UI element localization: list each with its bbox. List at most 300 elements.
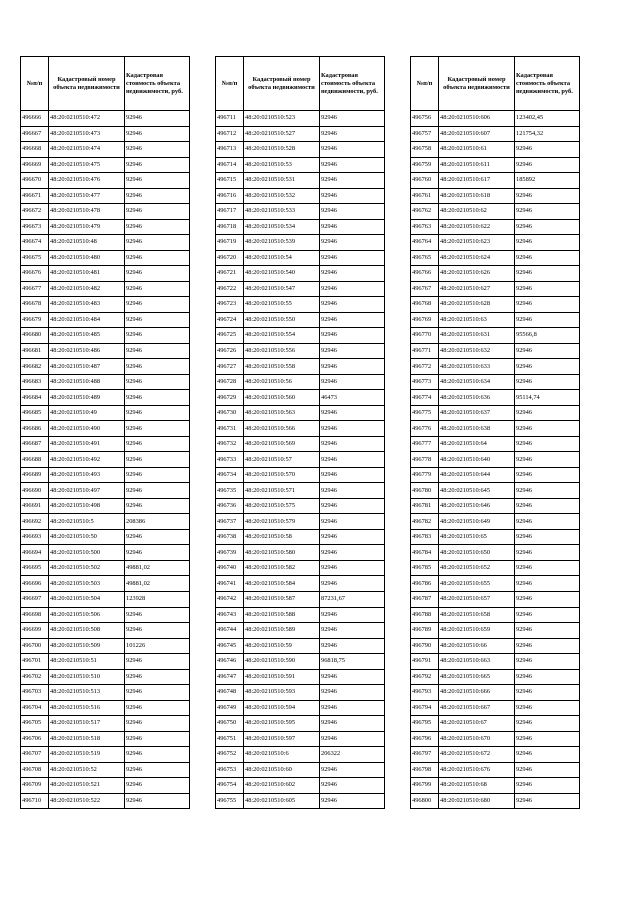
cadastral-number: 48:20:0210510:644 — [439, 467, 515, 483]
cadastral-value: 92946 — [515, 545, 580, 561]
table-row — [21, 716, 190, 732]
cadastral-number: 48:20:0210510:570 — [244, 467, 320, 483]
cadastral-value: 95114,74 — [515, 390, 580, 406]
cadastral-number: 48:20:0210510:667 — [439, 700, 515, 716]
cadastral-value: 92946 — [320, 111, 385, 127]
row-number: 496726 — [216, 343, 244, 359]
cadastral-number: 48:20:0210510:665 — [439, 669, 515, 685]
table-row — [216, 654, 385, 670]
row-number: 496780 — [411, 483, 439, 499]
cadastral-number: 48:20:0210510:623 — [439, 235, 515, 251]
table-row — [411, 747, 580, 763]
row-number: 496786 — [411, 576, 439, 592]
row-number: 496756 — [411, 111, 439, 127]
cadastral-value: 49881,02 — [125, 576, 190, 592]
cadastral-value: 92946 — [125, 747, 190, 763]
cadastral-value: 92946 — [320, 685, 385, 701]
row-number: 496678 — [21, 297, 49, 313]
cadastral-value: 92946 — [320, 529, 385, 545]
table-row — [216, 142, 385, 158]
row-number: 496755 — [216, 793, 244, 809]
table-row — [21, 250, 190, 266]
table-row — [21, 173, 190, 189]
row-number: 496732 — [216, 436, 244, 452]
table-header-row — [216, 57, 385, 111]
cadastral-value: 92946 — [320, 235, 385, 251]
table-row — [411, 142, 580, 158]
table-row — [216, 762, 385, 778]
cadastral-value: 92946 — [320, 716, 385, 732]
table-row — [411, 297, 580, 313]
row-number: 496800 — [411, 793, 439, 809]
cadastral-value: 92946 — [515, 421, 580, 437]
cadastral-value: 92946 — [515, 142, 580, 158]
cadastral-value: 92946 — [515, 266, 580, 282]
row-number: 496754 — [216, 778, 244, 794]
cadastral-value: 92946 — [515, 235, 580, 251]
table-row — [411, 560, 580, 576]
cadastral-value: 92946 — [320, 328, 385, 344]
table-row — [216, 545, 385, 561]
row-number: 496669 — [21, 157, 49, 173]
row-number: 496723 — [216, 297, 244, 313]
row-number: 496783 — [411, 529, 439, 545]
cadastral-value: 87231,67 — [320, 591, 385, 607]
cadastral-value: 92946 — [320, 312, 385, 328]
table-row — [411, 716, 580, 732]
table-row — [21, 343, 190, 359]
row-number: 496697 — [21, 591, 49, 607]
row-number: 496692 — [21, 514, 49, 530]
row-number: 496735 — [216, 483, 244, 499]
row-number: 496736 — [216, 498, 244, 514]
table-row — [21, 685, 190, 701]
cadastral-value: 92946 — [515, 343, 580, 359]
cadastral-value: 92946 — [515, 747, 580, 763]
cadastral-number: 48:20:0210510:554 — [244, 328, 320, 344]
row-number: 496747 — [216, 669, 244, 685]
table-row — [21, 545, 190, 561]
table-header-row — [411, 57, 580, 111]
cadastral-number: 48:20:0210510:488 — [49, 374, 125, 390]
cadastral-number: 48:20:0210510:493 — [49, 467, 125, 483]
table-row — [411, 235, 580, 251]
cadastral-number: 48:20:0210510:595 — [244, 716, 320, 732]
cadastral-value: 92946 — [515, 312, 580, 328]
row-number: 496730 — [216, 405, 244, 421]
cadastral-value: 92946 — [515, 514, 580, 530]
row-number: 496770 — [411, 328, 439, 344]
cadastral-number: 48:20:0210510:66 — [439, 638, 515, 654]
row-number: 496766 — [411, 266, 439, 282]
row-number: 496699 — [21, 623, 49, 639]
table-row — [411, 700, 580, 716]
row-number: 496689 — [21, 467, 49, 483]
cadastral-number: 48:20:0210510:502 — [49, 560, 125, 576]
row-number: 496749 — [216, 700, 244, 716]
cadastral-number: 48:20:0210510:52 — [49, 762, 125, 778]
table-row — [411, 669, 580, 685]
table-row — [21, 607, 190, 623]
row-number: 496750 — [216, 716, 244, 732]
cadastral-number: 48:20:0210510:588 — [244, 607, 320, 623]
cadastral-number: 48:20:0210510:532 — [244, 188, 320, 204]
cadastral-number: 48:20:0210510:638 — [439, 421, 515, 437]
cadastral-value: 92946 — [125, 343, 190, 359]
row-number: 496797 — [411, 747, 439, 763]
cadastral-number: 48:20:0210510:472 — [49, 111, 125, 127]
row-number: 496682 — [21, 359, 49, 375]
cadastral-number: 48:20:0210510:626 — [439, 266, 515, 282]
table-row — [21, 281, 190, 297]
cadastral-value: 92946 — [320, 297, 385, 313]
table-row — [216, 126, 385, 142]
row-number: 496785 — [411, 560, 439, 576]
cadastral-number: 48:20:0210510:482 — [49, 281, 125, 297]
cadastral-value: 92946 — [515, 281, 580, 297]
table-row — [411, 731, 580, 747]
table-row — [21, 576, 190, 592]
cadastral-value: 101226 — [125, 638, 190, 654]
cadastral-number: 48:20:0210510:534 — [244, 219, 320, 235]
cadastral-value: 49881,02 — [125, 560, 190, 576]
cadastral-number: 48:20:0210510:480 — [49, 250, 125, 266]
row-number: 496701 — [21, 654, 49, 670]
row-number: 496724 — [216, 312, 244, 328]
cadastral-value: 92946 — [125, 250, 190, 266]
cadastral-value: 92946 — [125, 793, 190, 809]
cadastral-number: 48:20:0210510:582 — [244, 560, 320, 576]
row-number: 496710 — [21, 793, 49, 809]
table-row — [216, 685, 385, 701]
row-number: 496795 — [411, 716, 439, 732]
row-number: 496777 — [411, 436, 439, 452]
row-number: 496668 — [21, 142, 49, 158]
cadastral-number: 48:20:0210510:640 — [439, 452, 515, 468]
cadastral-value: 123928 — [125, 591, 190, 607]
cadastral-number: 48:20:0210510:657 — [439, 591, 515, 607]
table-row — [216, 281, 385, 297]
cadastral-number: 48:20:0210510:50 — [49, 529, 125, 545]
cadastral-value: 92946 — [320, 157, 385, 173]
cadastral-number: 48:20:0210510:523 — [244, 111, 320, 127]
cadastral-value: 92946 — [125, 700, 190, 716]
cadastral-value: 92946 — [125, 685, 190, 701]
cadastral-value: 92946 — [125, 204, 190, 220]
row-number: 496798 — [411, 762, 439, 778]
table-row — [21, 483, 190, 499]
cadastral-number: 48:20:0210510:479 — [49, 219, 125, 235]
table-row — [216, 359, 385, 375]
row-number: 496767 — [411, 281, 439, 297]
row-number: 496790 — [411, 638, 439, 654]
row-number: 496746 — [216, 654, 244, 670]
cadastral-number: 48:20:0210510:636 — [439, 390, 515, 406]
table-row — [411, 467, 580, 483]
row-number: 496676 — [21, 266, 49, 282]
header-number: №п/п — [21, 57, 49, 111]
row-number: 496781 — [411, 498, 439, 514]
table-row — [216, 235, 385, 251]
cadastral-number: 48:20:0210510:475 — [49, 157, 125, 173]
cadastral-value: 92946 — [125, 111, 190, 127]
table-row — [216, 157, 385, 173]
cadastral-number: 48:20:0210510:64 — [439, 436, 515, 452]
row-number: 496670 — [21, 173, 49, 189]
cadastral-value: 92946 — [320, 545, 385, 561]
cadastral-value: 208386 — [125, 514, 190, 530]
cadastral-value: 92946 — [125, 328, 190, 344]
cadastral-number: 48:20:0210510:492 — [49, 452, 125, 468]
cadastral-value: 92946 — [515, 374, 580, 390]
cadastral-number: 48:20:0210510:510 — [49, 669, 125, 685]
cadastral-value: 92946 — [125, 374, 190, 390]
row-number: 496691 — [21, 498, 49, 514]
cadastral-value: 92946 — [515, 576, 580, 592]
cadastral-number: 48:20:0210510:627 — [439, 281, 515, 297]
row-number: 496791 — [411, 654, 439, 670]
table-row — [216, 436, 385, 452]
cadastral-value: 92946 — [320, 405, 385, 421]
cadastral-number: 48:20:0210510:634 — [439, 374, 515, 390]
cadastral-number: 48:20:0210510:58 — [244, 529, 320, 545]
cadastral-number: 48:20:0210510:61 — [439, 142, 515, 158]
cadastral-number: 48:20:0210510:624 — [439, 250, 515, 266]
cadastral-value: 92946 — [320, 126, 385, 142]
table-row — [21, 793, 190, 809]
cadastral-number: 48:20:0210510:558 — [244, 359, 320, 375]
cadastral-number: 48:20:0210510:580 — [244, 545, 320, 561]
row-number: 496743 — [216, 607, 244, 623]
row-number: 496784 — [411, 545, 439, 561]
table-row — [21, 297, 190, 313]
cadastral-number: 48:20:0210510:589 — [244, 623, 320, 639]
cadastral-number: 48:20:0210510:473 — [49, 126, 125, 142]
cadastral-number: 48:20:0210510:605 — [244, 793, 320, 809]
cadastral-value: 92946 — [515, 498, 580, 514]
cadastral-number: 48:20:0210510:666 — [439, 685, 515, 701]
row-number: 496768 — [411, 297, 439, 313]
cadastral-value: 92946 — [125, 545, 190, 561]
table-row — [216, 467, 385, 483]
table-row — [216, 560, 385, 576]
table-row — [21, 669, 190, 685]
row-number: 496714 — [216, 157, 244, 173]
cadastral-number: 48:20:0210510:491 — [49, 436, 125, 452]
cadastral-number: 48:20:0210510:584 — [244, 576, 320, 592]
row-number: 496759 — [411, 157, 439, 173]
cadastral-value: 92946 — [125, 173, 190, 189]
row-number: 496686 — [21, 421, 49, 437]
cadastral-value: 92946 — [320, 421, 385, 437]
cadastral-value: 92946 — [320, 204, 385, 220]
cadastral-number: 48:20:0210510:484 — [49, 312, 125, 328]
table-row — [411, 111, 580, 127]
table-row — [411, 405, 580, 421]
cadastral-number: 48:20:0210510:631 — [439, 328, 515, 344]
row-number: 496729 — [216, 390, 244, 406]
registry-table-2 — [215, 56, 385, 809]
row-number: 496702 — [21, 669, 49, 685]
cadastral-value: 92946 — [125, 281, 190, 297]
cadastral-value: 92946 — [320, 762, 385, 778]
table-row — [411, 421, 580, 437]
row-number: 496698 — [21, 607, 49, 623]
table-row — [216, 793, 385, 809]
cadastral-number: 48:20:0210510:670 — [439, 731, 515, 747]
row-number: 496718 — [216, 219, 244, 235]
cadastral-number: 48:20:0210510:485 — [49, 328, 125, 344]
cadastral-value: 92946 — [125, 607, 190, 623]
row-number: 496725 — [216, 328, 244, 344]
table-header-row — [21, 57, 190, 111]
cadastral-value: 92946 — [320, 793, 385, 809]
cadastral-number: 48:20:0210510:474 — [49, 142, 125, 158]
cadastral-number: 48:20:0210510:547 — [244, 281, 320, 297]
row-number: 496739 — [216, 545, 244, 561]
cadastral-number: 48:20:0210510:633 — [439, 359, 515, 375]
cadastral-number: 48:20:0210510:566 — [244, 421, 320, 437]
cadastral-value: 92946 — [515, 405, 580, 421]
cadastral-value: 46473 — [320, 390, 385, 406]
cadastral-number: 48:20:0210510:506 — [49, 607, 125, 623]
cadastral-value: 92946 — [320, 266, 385, 282]
cadastral-value: 92946 — [515, 483, 580, 499]
cadastral-value: 92946 — [320, 700, 385, 716]
cadastral-number: 48:20:0210510:672 — [439, 747, 515, 763]
row-number: 496700 — [21, 638, 49, 654]
table-row — [411, 204, 580, 220]
cadastral-value: 92946 — [125, 266, 190, 282]
cadastral-number: 48:20:0210510:676 — [439, 762, 515, 778]
table-row — [21, 731, 190, 747]
cadastral-value: 121754,32 — [515, 126, 580, 142]
header-cadastral-value: Кадастровая стоимость объекта недвижимости, руб. — [515, 57, 580, 111]
row-number: 496793 — [411, 685, 439, 701]
row-number: 496757 — [411, 126, 439, 142]
table-row — [21, 390, 190, 406]
cadastral-number: 48:20:0210510:57 — [244, 452, 320, 468]
table-row — [21, 560, 190, 576]
cadastral-value: 92946 — [515, 638, 580, 654]
table-row — [21, 638, 190, 654]
table-row — [216, 747, 385, 763]
cadastral-value: 92946 — [515, 793, 580, 809]
table-row — [411, 545, 580, 561]
cadastral-value: 95566,8 — [515, 328, 580, 344]
table-row — [411, 654, 580, 670]
cadastral-number: 48:20:0210510:478 — [49, 204, 125, 220]
cadastral-value: 92946 — [515, 669, 580, 685]
cadastral-value: 92946 — [515, 452, 580, 468]
cadastral-value: 92946 — [125, 731, 190, 747]
row-number: 496696 — [21, 576, 49, 592]
table-row — [216, 731, 385, 747]
cadastral-number: 48:20:0210510:560 — [244, 390, 320, 406]
registry-table-3 — [410, 56, 580, 809]
cadastral-value: 92946 — [515, 778, 580, 794]
row-number: 496738 — [216, 529, 244, 545]
cadastral-value: 92946 — [320, 576, 385, 592]
row-number: 496675 — [21, 250, 49, 266]
table-row — [21, 405, 190, 421]
table-row — [21, 498, 190, 514]
cadastral-number: 48:20:0210510:53 — [244, 157, 320, 173]
row-number: 496734 — [216, 467, 244, 483]
table-row — [411, 266, 580, 282]
cadastral-value: 92946 — [320, 483, 385, 499]
row-number: 496771 — [411, 343, 439, 359]
row-number: 496733 — [216, 452, 244, 468]
row-number: 496681 — [21, 343, 49, 359]
cadastral-value: 92946 — [125, 498, 190, 514]
registry-table-1 — [20, 56, 190, 809]
cadastral-number: 48:20:0210510:533 — [244, 204, 320, 220]
cadastral-value: 92946 — [320, 188, 385, 204]
cadastral-value: 92946 — [320, 281, 385, 297]
table-row — [21, 623, 190, 639]
row-number: 496671 — [21, 188, 49, 204]
cadastral-number: 48:20:0210510:659 — [439, 623, 515, 639]
table-row — [411, 250, 580, 266]
row-number: 496672 — [21, 204, 49, 220]
cadastral-value: 92946 — [515, 204, 580, 220]
cadastral-value: 92946 — [515, 591, 580, 607]
cadastral-value: 92946 — [125, 778, 190, 794]
cadastral-value: 92946 — [320, 731, 385, 747]
table-row — [21, 157, 190, 173]
row-number: 496787 — [411, 591, 439, 607]
row-number: 496694 — [21, 545, 49, 561]
cadastral-number: 48:20:0210510:622 — [439, 219, 515, 235]
cadastral-value: 92946 — [125, 436, 190, 452]
cadastral-number: 48:20:0210510:617 — [439, 173, 515, 189]
table-row — [411, 623, 580, 639]
table-row — [216, 343, 385, 359]
cadastral-value: 123402,45 — [515, 111, 580, 127]
table-row — [216, 374, 385, 390]
cadastral-value: 92946 — [320, 607, 385, 623]
header-cadastral-value: Кадастровая стоимость объекта недвижимости, руб. — [125, 57, 190, 111]
row-number: 496742 — [216, 591, 244, 607]
row-number: 496666 — [21, 111, 49, 127]
table-row — [216, 452, 385, 468]
cadastral-number: 48:20:0210510:569 — [244, 436, 320, 452]
table-row — [411, 281, 580, 297]
table-row — [411, 157, 580, 173]
row-number: 496764 — [411, 235, 439, 251]
cadastral-value: 92946 — [320, 374, 385, 390]
cadastral-value: 92946 — [125, 654, 190, 670]
cadastral-value: 92946 — [125, 142, 190, 158]
table-row — [216, 204, 385, 220]
cadastral-number: 48:20:0210510:481 — [49, 266, 125, 282]
cadastral-number: 48:20:0210510:655 — [439, 576, 515, 592]
row-number: 496776 — [411, 421, 439, 437]
table-body — [411, 111, 580, 809]
table-row — [216, 297, 385, 313]
table-row — [411, 343, 580, 359]
table-row — [21, 204, 190, 220]
table-row — [411, 607, 580, 623]
table-row — [216, 529, 385, 545]
header-cadastral-number: Кадастровый номер объекта недвижимости — [439, 57, 515, 111]
table-row — [21, 747, 190, 763]
table-row — [411, 390, 580, 406]
cadastral-number: 48:20:0210510:680 — [439, 793, 515, 809]
row-number: 496761 — [411, 188, 439, 204]
cadastral-value: 92946 — [320, 142, 385, 158]
